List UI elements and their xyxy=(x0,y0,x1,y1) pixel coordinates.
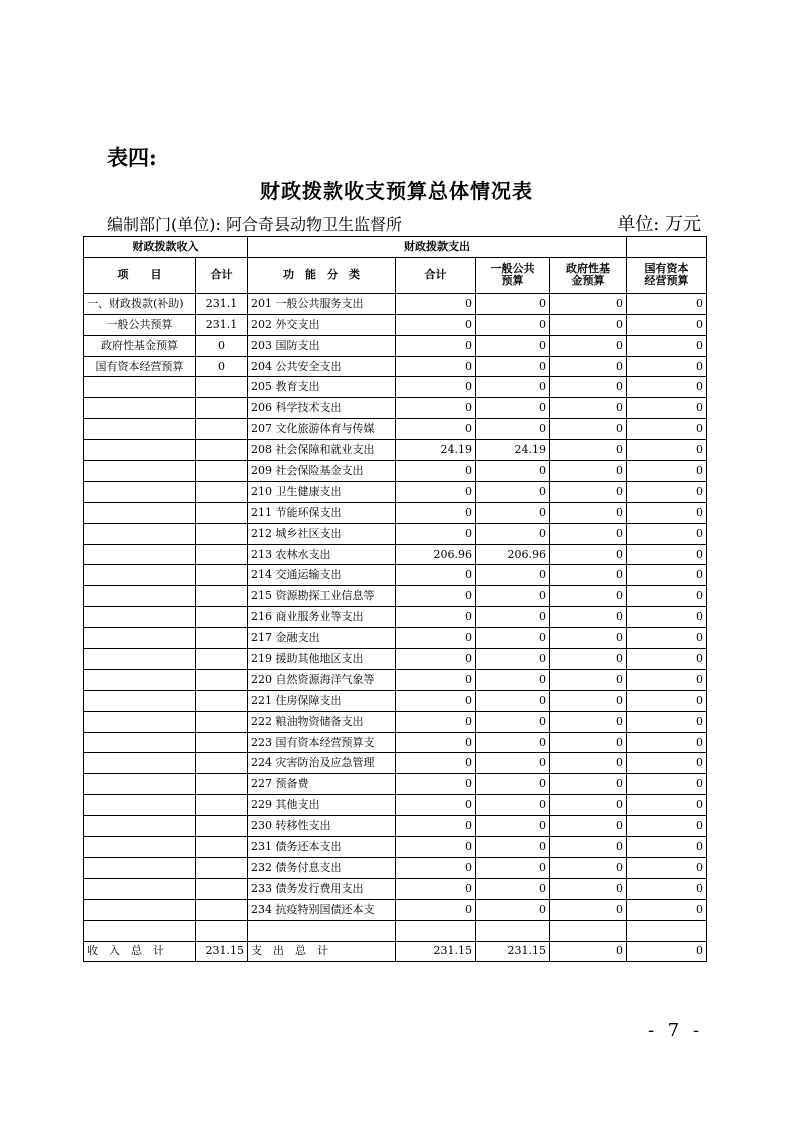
gov-fund-cell: 0 xyxy=(550,878,627,899)
expense-total-cell: 0 xyxy=(396,607,476,628)
income-item-cell xyxy=(84,753,196,774)
state-capital-cell: 0 xyxy=(627,502,707,523)
expense-name-cell: 217 金融支出 xyxy=(248,628,396,649)
gov-fund-cell: 0 xyxy=(550,544,627,565)
income-item-cell xyxy=(84,690,196,711)
expense-name-cell: 205 教育支出 xyxy=(248,377,396,398)
general-budget-cell: 0 xyxy=(476,649,550,670)
expense-total-cell: 0 xyxy=(396,523,476,544)
gov-fund-cell: 0 xyxy=(550,774,627,795)
income-value-cell xyxy=(196,899,248,920)
table-row xyxy=(84,523,707,544)
table-row xyxy=(84,837,707,858)
income-value-cell xyxy=(196,690,248,711)
income-item-cell xyxy=(84,481,196,502)
income-item-cell xyxy=(84,586,196,607)
header-group-row xyxy=(84,237,707,258)
expense-total-cell: 24.19 xyxy=(396,440,476,461)
blank-cell xyxy=(196,920,248,941)
income-item-cell xyxy=(84,440,196,461)
general-budget-cell: 0 xyxy=(476,356,550,377)
income-item-cell xyxy=(84,419,196,440)
table-row xyxy=(84,481,707,502)
gov-fund-cell: 0 xyxy=(550,586,627,607)
income-item-cell xyxy=(84,461,196,482)
expense-name-cell: 204 公共安全支出 xyxy=(248,356,396,377)
general-budget-cell: 0 xyxy=(476,293,550,314)
income-value-cell xyxy=(196,732,248,753)
state-capital-cell: 0 xyxy=(627,837,707,858)
expense-name-cell: 224 灾害防治及应急管理 xyxy=(248,753,396,774)
state-capital-cell: 0 xyxy=(627,857,707,878)
department-label: 编制部门(单位): 阿合奇县动物卫生监督所 xyxy=(107,215,402,234)
income-value-cell xyxy=(196,419,248,440)
general-budget-cell: 0 xyxy=(476,732,550,753)
income-item-cell xyxy=(84,795,196,816)
income-item-cell xyxy=(84,816,196,837)
table-row xyxy=(84,440,707,461)
income-item-cell xyxy=(84,628,196,649)
gov-fund-cell: 0 xyxy=(550,899,627,920)
income-item-cell xyxy=(84,607,196,628)
state-capital-cell: 0 xyxy=(627,461,707,482)
table-row xyxy=(84,377,707,398)
state-capital-cell: 0 xyxy=(627,293,707,314)
expense-total-cell: 0 xyxy=(396,419,476,440)
expense-total-cell: 0 xyxy=(396,377,476,398)
gov-fund-cell: 0 xyxy=(550,314,627,335)
totals-row xyxy=(84,941,707,962)
income-item-cell xyxy=(84,837,196,858)
expense-total-cell: 0 xyxy=(396,899,476,920)
gov-fund-header xyxy=(550,257,627,293)
expense-name-cell: 215 资源勘探工业信息等 xyxy=(248,586,396,607)
gov-fund-cell: 0 xyxy=(550,690,627,711)
income-value-cell xyxy=(196,586,248,607)
state-capital-cell: 0 xyxy=(627,523,707,544)
gov-fund-cell: 0 xyxy=(550,649,627,670)
expense-total-cell: 0 xyxy=(396,690,476,711)
gov-fund-cell: 0 xyxy=(550,461,627,482)
income-item-cell xyxy=(84,774,196,795)
income-item-cell xyxy=(84,899,196,920)
state-capital-cell: 0 xyxy=(627,628,707,649)
expense-name-cell: 221 住房保障支出 xyxy=(248,690,396,711)
expense-name-cell: 230 转移性支出 xyxy=(248,816,396,837)
table-row xyxy=(84,565,707,586)
gov-fund-cell: 0 xyxy=(550,795,627,816)
income-value-cell xyxy=(196,544,248,565)
income-item-cell: 政府性基金预算 xyxy=(84,335,196,356)
expense-total-cell: 0 xyxy=(396,857,476,878)
table-row xyxy=(84,795,707,816)
general-budget-cell: 0 xyxy=(476,774,550,795)
state-capital-cell: 0 xyxy=(627,314,707,335)
expense-name-cell: 208 社会保障和就业支出 xyxy=(248,440,396,461)
income-value-cell xyxy=(196,502,248,523)
income-item-cell xyxy=(84,732,196,753)
state-capital-cell: 0 xyxy=(627,732,707,753)
income-item-cell xyxy=(84,544,196,565)
income-value-cell xyxy=(196,628,248,649)
expense-total-cell: 0 xyxy=(396,481,476,502)
expense-total-cell: 0 xyxy=(396,774,476,795)
gov-fund-cell: 0 xyxy=(550,356,627,377)
expense-total-cell: 0 xyxy=(396,502,476,523)
expense-name-cell: 234 抗疫特别国债还本支 xyxy=(248,899,396,920)
expense-name-cell: 229 其他支出 xyxy=(248,795,396,816)
page-number: - 7 - xyxy=(648,1020,704,1041)
income-value-cell xyxy=(196,837,248,858)
expense-name-cell: 220 自然资源海洋气象等 xyxy=(248,669,396,690)
state-capital-cell: 0 xyxy=(627,774,707,795)
general-budget-cell: 0 xyxy=(476,377,550,398)
state-capital-cell: 0 xyxy=(627,335,707,356)
income-value-cell xyxy=(196,711,248,732)
general-budget-cell: 0 xyxy=(476,878,550,899)
state-capital-cell: 0 xyxy=(627,753,707,774)
gov-fund-cell: 0 xyxy=(550,711,627,732)
general-budget-cell: 0 xyxy=(476,502,550,523)
expense-total-cell: 0 xyxy=(396,586,476,607)
income-value-cell xyxy=(196,461,248,482)
general-budget-cell: 0 xyxy=(476,607,550,628)
income-item-cell: 一般公共预算 xyxy=(84,314,196,335)
general-budget-cell: 0 xyxy=(476,899,550,920)
expense-name-cell: 219 援助其他地区支出 xyxy=(248,649,396,670)
state-capital-header-line2: 经营预算 xyxy=(644,274,689,288)
gov-fund-cell: 0 xyxy=(550,293,627,314)
expense-name-cell: 227 预备费 xyxy=(248,774,396,795)
income-value-cell xyxy=(196,481,248,502)
expense-name-cell: 209 社会保险基金支出 xyxy=(248,461,396,482)
table-row xyxy=(84,628,707,649)
gov-fund-cell: 0 xyxy=(550,440,627,461)
expense-total-cell: 0 xyxy=(396,461,476,482)
table-row xyxy=(84,398,707,419)
expense-total-cell: 0 xyxy=(396,565,476,586)
income-item-cell xyxy=(84,649,196,670)
general-budget-cell: 0 xyxy=(476,795,550,816)
general-budget-cell: 0 xyxy=(476,335,550,356)
table-row xyxy=(84,461,707,482)
expense-total-cell: 0 xyxy=(396,732,476,753)
table-label: 表四: xyxy=(107,145,157,170)
table-row xyxy=(84,816,707,837)
income-value-cell xyxy=(196,878,248,899)
income-group-header: 财政拨款收入 xyxy=(84,237,248,258)
income-value-cell xyxy=(196,669,248,690)
income-value-cell xyxy=(196,523,248,544)
gov-fund-cell: 0 xyxy=(550,335,627,356)
expense-total-header: 合计 xyxy=(396,257,476,293)
general-budget-header xyxy=(476,257,550,293)
state-capital-cell: 0 xyxy=(627,899,707,920)
page-title: 财政拨款收支预算总体情况表 xyxy=(260,179,533,203)
general-budget-header-line2: 预算 xyxy=(501,274,524,288)
general-budget-cell: 0 xyxy=(476,481,550,502)
expense-name-cell: 201 一般公共服务支出 xyxy=(248,293,396,314)
gov-fund-cell: 0 xyxy=(550,502,627,523)
table-row xyxy=(84,649,707,670)
expense-name-cell: 207 文化旅游体育与传媒 xyxy=(248,419,396,440)
gov-fund-cell: 0 xyxy=(550,419,627,440)
gov-fund-cell: 0 xyxy=(550,523,627,544)
income-value-cell xyxy=(196,816,248,837)
income-item-cell: 国有资本经营预算 xyxy=(84,356,196,377)
expense-name-cell: 232 债务付息支出 xyxy=(248,857,396,878)
table-row xyxy=(84,857,707,878)
gov-fund-cell: 0 xyxy=(550,607,627,628)
expense-total-cell: 0 xyxy=(396,649,476,670)
state-capital-cell: 0 xyxy=(627,649,707,670)
expense-name-cell: 233 债务发行费用支出 xyxy=(248,878,396,899)
income-item-cell xyxy=(84,565,196,586)
general-budget-cell: 0 xyxy=(476,816,550,837)
general-budget-total: 231.15 xyxy=(476,941,550,962)
table-row xyxy=(84,335,707,356)
general-budget-cell: 0 xyxy=(476,711,550,732)
expense-name-cell: 203 国防支出 xyxy=(248,335,396,356)
gov-fund-total: 0 xyxy=(550,941,627,962)
general-budget-cell: 0 xyxy=(476,586,550,607)
blank-cell xyxy=(84,920,196,941)
income-value-cell xyxy=(196,398,248,419)
state-capital-total: 0 xyxy=(627,941,707,962)
state-capital-cell: 0 xyxy=(627,669,707,690)
gov-fund-cell: 0 xyxy=(550,837,627,858)
income-value-cell xyxy=(196,795,248,816)
table-row xyxy=(84,711,707,732)
general-budget-cell: 0 xyxy=(476,565,550,586)
expense-total-cell: 0 xyxy=(396,356,476,377)
table-row xyxy=(84,607,707,628)
state-capital-cell: 0 xyxy=(627,607,707,628)
general-budget-cell: 0 xyxy=(476,461,550,482)
expense-total-cell: 0 xyxy=(396,816,476,837)
expense-group-header: 财政拨款支出 xyxy=(248,237,627,258)
gov-fund-header-line1: 政府性基 xyxy=(566,262,610,276)
expense-total-cell: 0 xyxy=(396,878,476,899)
income-item-cell xyxy=(84,523,196,544)
state-capital-cell: 0 xyxy=(627,419,707,440)
blank-cell xyxy=(396,920,476,941)
item-header: 项 目 xyxy=(84,257,196,293)
income-total-header: 合计 xyxy=(196,257,248,293)
income-value-cell: 231.1 xyxy=(196,293,248,314)
state-capital-cell: 0 xyxy=(627,816,707,837)
state-capital-cell: 0 xyxy=(627,440,707,461)
income-value-cell: 0 xyxy=(196,335,248,356)
income-value-cell: 231.1 xyxy=(196,314,248,335)
blank-cell xyxy=(248,920,396,941)
expense-total-cell: 0 xyxy=(396,335,476,356)
state-capital-cell: 0 xyxy=(627,795,707,816)
state-capital-header xyxy=(627,257,707,293)
gov-fund-cell: 0 xyxy=(550,628,627,649)
state-capital-cell: 0 xyxy=(627,711,707,732)
table-row xyxy=(84,356,707,377)
table-row xyxy=(84,293,707,314)
gov-fund-cell: 0 xyxy=(550,669,627,690)
general-budget-cell: 0 xyxy=(476,837,550,858)
expense-name-cell: 211 节能环保支出 xyxy=(248,502,396,523)
expense-name-cell: 202 外交支出 xyxy=(248,314,396,335)
expense-name-cell: 214 交通运输支出 xyxy=(248,565,396,586)
general-budget-cell: 0 xyxy=(476,690,550,711)
general-budget-cell: 0 xyxy=(476,419,550,440)
table-row xyxy=(84,899,707,920)
table-row xyxy=(84,419,707,440)
expense-total-cell: 0 xyxy=(396,293,476,314)
state-capital-cell: 0 xyxy=(627,690,707,711)
general-budget-cell: 206.96 xyxy=(476,544,550,565)
gov-fund-cell: 0 xyxy=(550,565,627,586)
income-item-cell xyxy=(84,857,196,878)
expense-total-cell: 0 xyxy=(396,837,476,858)
gov-fund-cell: 0 xyxy=(550,398,627,419)
table-row xyxy=(84,669,707,690)
expense-total-cell: 0 xyxy=(396,711,476,732)
general-budget-cell: 0 xyxy=(476,398,550,419)
gov-fund-cell: 0 xyxy=(550,732,627,753)
income-value-cell xyxy=(196,377,248,398)
table-row xyxy=(84,878,707,899)
table-row xyxy=(84,774,707,795)
table-row xyxy=(84,544,707,565)
income-item-cell xyxy=(84,878,196,899)
blank-row xyxy=(84,920,707,941)
income-total-label: 收 入 总 计 xyxy=(84,941,196,962)
function-class-header: 功 能 分 类 xyxy=(248,257,396,293)
income-value-cell xyxy=(196,753,248,774)
expense-name-cell: 213 农林水支出 xyxy=(248,544,396,565)
income-item-cell xyxy=(84,669,196,690)
expense-total-label: 支 出 总 计 xyxy=(248,941,396,962)
income-value-cell xyxy=(196,649,248,670)
state-capital-cell: 0 xyxy=(627,356,707,377)
table-row xyxy=(84,732,707,753)
expense-total-cell: 0 xyxy=(396,314,476,335)
state-capital-header-line1: 国有资本 xyxy=(644,262,689,276)
expense-name-cell: 216 商业服务业等支出 xyxy=(248,607,396,628)
blank-cell xyxy=(476,920,550,941)
general-budget-cell: 0 xyxy=(476,628,550,649)
table-row xyxy=(84,502,707,523)
state-capital-cell: 0 xyxy=(627,481,707,502)
expense-name-cell: 222 粮油物资储备支出 xyxy=(248,711,396,732)
gov-fund-cell: 0 xyxy=(550,377,627,398)
income-grand-total: 231.15 xyxy=(196,941,248,962)
expense-name-cell: 210 卫生健康支出 xyxy=(248,481,396,502)
income-value-cell xyxy=(196,565,248,586)
blank-cell xyxy=(550,920,627,941)
general-budget-header-line1: 一般公共 xyxy=(490,262,535,276)
state-capital-cell: 0 xyxy=(627,878,707,899)
general-budget-cell: 24.19 xyxy=(476,440,550,461)
income-value-cell xyxy=(196,607,248,628)
blank-cell xyxy=(627,920,707,941)
general-budget-cell: 0 xyxy=(476,523,550,544)
expense-grand-total: 231.15 xyxy=(396,941,476,962)
gov-fund-cell: 0 xyxy=(550,753,627,774)
expense-name-cell: 206 科学技术支出 xyxy=(248,398,396,419)
expense-total-cell: 0 xyxy=(396,669,476,690)
table-row xyxy=(84,690,707,711)
expense-name-cell: 231 债务还本支出 xyxy=(248,837,396,858)
general-budget-cell: 0 xyxy=(476,857,550,878)
general-budget-cell: 0 xyxy=(476,669,550,690)
state-capital-cell: 0 xyxy=(627,586,707,607)
income-item-cell xyxy=(84,377,196,398)
unit-label: 单位: 万元 xyxy=(617,214,701,235)
income-value-cell xyxy=(196,774,248,795)
expense-name-cell: 223 国有资本经营预算支 xyxy=(248,732,396,753)
income-value-cell xyxy=(196,857,248,878)
table-row xyxy=(84,314,707,335)
expense-total-cell: 0 xyxy=(396,628,476,649)
gov-fund-cell: 0 xyxy=(550,481,627,502)
state-capital-cell: 0 xyxy=(627,398,707,419)
table-row xyxy=(84,586,707,607)
income-value-cell: 0 xyxy=(196,356,248,377)
budget-table xyxy=(83,236,707,962)
expense-name-cell: 212 城乡社区支出 xyxy=(248,523,396,544)
income-item-cell: 一、财政拨款(补助) xyxy=(84,293,196,314)
income-item-cell xyxy=(84,502,196,523)
expense-total-cell: 0 xyxy=(396,753,476,774)
expense-total-cell: 0 xyxy=(396,795,476,816)
income-item-cell xyxy=(84,398,196,419)
gov-fund-header-line2: 金预算 xyxy=(571,274,605,288)
header-column-row xyxy=(84,257,707,293)
gov-fund-cell: 0 xyxy=(550,816,627,837)
empty-header-cell xyxy=(627,237,707,258)
gov-fund-cell: 0 xyxy=(550,857,627,878)
table-row xyxy=(84,753,707,774)
state-capital-cell: 0 xyxy=(627,565,707,586)
general-budget-cell: 0 xyxy=(476,314,550,335)
general-budget-cell: 0 xyxy=(476,753,550,774)
expense-total-cell: 0 xyxy=(396,398,476,419)
expense-total-cell: 206.96 xyxy=(396,544,476,565)
income-value-cell xyxy=(196,440,248,461)
state-capital-cell: 0 xyxy=(627,544,707,565)
state-capital-cell: 0 xyxy=(627,377,707,398)
income-item-cell xyxy=(84,711,196,732)
